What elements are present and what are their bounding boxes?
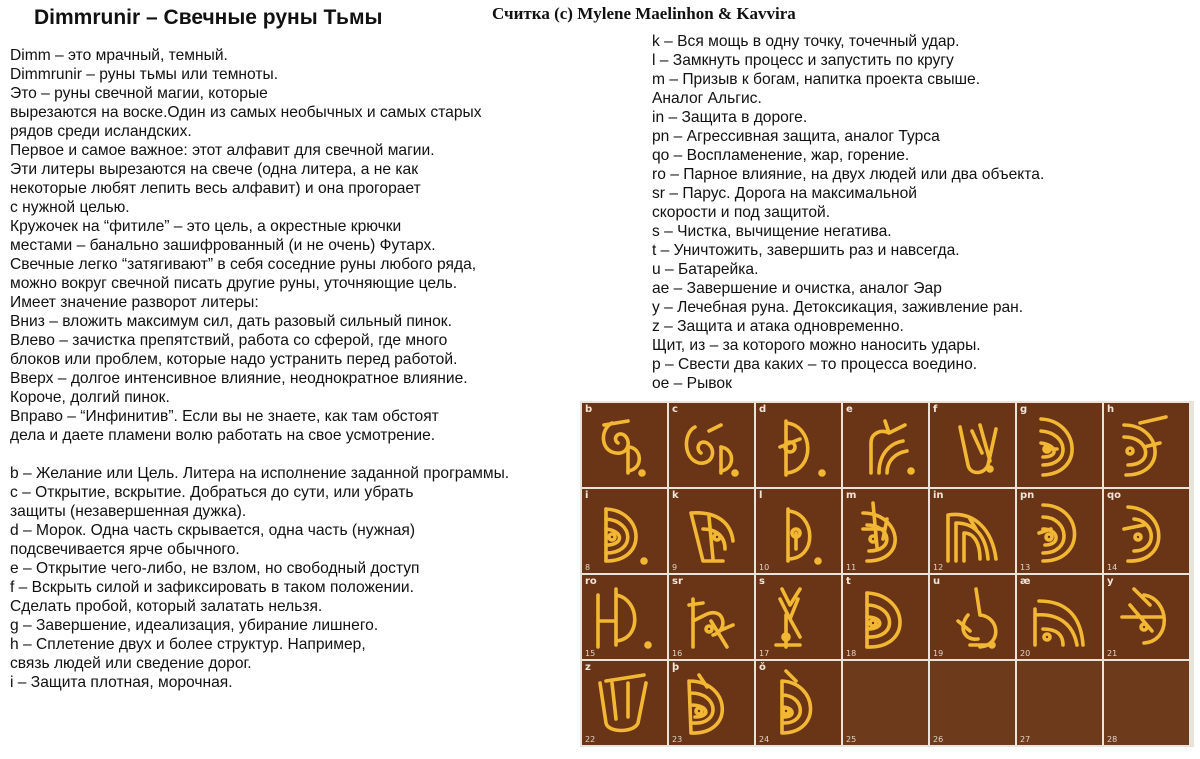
rune-number: 8 xyxy=(585,563,591,572)
rune-cell xyxy=(582,489,667,573)
text-line: Dimmrunir – руны тьмы или темноты. xyxy=(10,66,279,83)
rune-glyph-icon xyxy=(1017,575,1102,659)
rune-glyph-icon xyxy=(1104,575,1189,659)
text-line: Сделать пробой, который залатать нельзя. xyxy=(10,598,323,615)
rune-glyph-icon xyxy=(669,575,754,659)
rune-label: b xyxy=(585,404,593,415)
rune-number: 16 xyxy=(672,649,683,658)
rune-cell xyxy=(1104,661,1189,745)
text-line: можно вокруг свечной писать другие руны, уточняющие цель. xyxy=(10,275,458,292)
rune-number: 11 xyxy=(846,563,857,572)
rune-glyph-icon xyxy=(582,489,667,573)
rune-glyph-icon xyxy=(669,489,754,573)
rune-cell xyxy=(1104,489,1189,573)
text-line: скорости и под защитой. xyxy=(652,204,831,221)
rune-cell xyxy=(669,575,754,659)
rune-number: 14 xyxy=(1107,563,1118,572)
text-line: s – Чистка, вычищение негатива. xyxy=(652,223,892,240)
text-line: Аналог Альгис. xyxy=(652,90,762,107)
rune-cell xyxy=(930,489,1015,573)
text-line: Эти литеры вырезаются на свече (одна литера, а не как xyxy=(10,161,419,178)
rune-number: 15 xyxy=(585,649,596,658)
rune-cell xyxy=(1017,661,1102,745)
rune-glyph-icon xyxy=(930,403,1015,487)
rune-cell xyxy=(930,661,1015,745)
text-line: вырезаются на воске.Один из самых необычных и самых старых xyxy=(10,104,482,121)
rune-number: 9 xyxy=(672,563,678,572)
text-line: l – Замкнуть процесс и запустить по кругу xyxy=(652,52,954,69)
rune-number: 23 xyxy=(672,735,683,744)
text-line: с нужной целью. xyxy=(10,199,130,216)
rune-glyph-icon xyxy=(930,489,1015,573)
text-line: Вправо – “Инфинитив”. Если вы не знаете, как там обстоят xyxy=(10,408,439,425)
rune-cell xyxy=(1104,575,1189,659)
rune-label: c xyxy=(672,404,678,415)
text-line: подсвечивается ярче обычного. xyxy=(10,541,240,558)
text-line: sr – Парус. Дорога на максимальной xyxy=(652,185,918,202)
text-line: Короче, долгий пинок. xyxy=(10,389,170,406)
rune-glyph-icon xyxy=(1104,403,1189,487)
text-line: z – Защита и атака одновременно. xyxy=(652,318,904,335)
rune-glyph-icon xyxy=(582,661,667,745)
text-line: Свечные легко “затягивают” в себя соседние руны любого ряда, xyxy=(10,256,477,273)
rune-glyph-icon xyxy=(843,489,928,573)
rune-cell xyxy=(756,575,841,659)
rune-table-image xyxy=(580,401,1194,747)
rune-label: ǒ xyxy=(759,662,766,673)
rune-label: y xyxy=(1107,576,1114,587)
rune-number: 19 xyxy=(933,649,944,658)
rune-cell xyxy=(843,575,928,659)
text-line: Кружочек на “фитиле” – это цель, а окрестные крючки xyxy=(10,218,402,235)
rune-label: e xyxy=(846,404,853,415)
rune-number: 27 xyxy=(1020,735,1031,744)
rune-label: æ xyxy=(1020,576,1031,587)
rune-number: 26 xyxy=(933,735,944,744)
text-line xyxy=(10,445,509,464)
text-line: дела и даете пламени волю работать на свое усмотрение. xyxy=(10,427,436,444)
rune-glyph-icon xyxy=(669,661,754,745)
text-line: i – Защита плотная, морочная. xyxy=(10,674,233,691)
rune-label: f xyxy=(933,404,938,415)
rune-label: k xyxy=(672,490,679,501)
text-line: e – Открытие чего-либо, не взлом, но свободный доступ xyxy=(10,560,420,577)
rune-glyph-icon xyxy=(1104,489,1189,573)
rune-label: pn xyxy=(1020,490,1035,501)
rune-cell xyxy=(1017,489,1102,573)
text-line: u – Батарейка. xyxy=(652,261,759,278)
text-line: qo – Воспламенение, жар, горение. xyxy=(652,147,910,164)
text-line: Dimm – это мрачный, темный. xyxy=(10,47,228,64)
rune-glyph-icon xyxy=(669,403,754,487)
rune-glyph-icon xyxy=(582,403,667,487)
text-line: Вверх – долгое интенсивное влияние, неоднократное влияние. xyxy=(10,370,468,387)
text-line: Щит, из – за которого можно наносить удары. xyxy=(652,337,981,354)
rune-number: 10 xyxy=(759,563,770,572)
rune-number: 13 xyxy=(1020,563,1031,572)
rune-cell xyxy=(756,661,841,745)
rune-label: u xyxy=(933,576,941,587)
text-line: g – Завершение, идеализация, убирание лишнего. xyxy=(10,617,379,634)
text-line: d – Морок. Одна часть скрывается, одна часть (нужная) xyxy=(10,522,416,539)
rune-number: 22 xyxy=(585,735,596,744)
text-line: c – Открытие, вскрытие. Добраться до сути, или убрать xyxy=(10,484,414,501)
page-title: Dimmrunir – Свечные руны Тьмы xyxy=(34,6,383,29)
rune-cell xyxy=(582,403,667,487)
credit-line: Считка (с) Mylene Maelinhon & Kavvira xyxy=(492,4,796,23)
rune-glyph-icon xyxy=(756,489,841,573)
rune-number: 20 xyxy=(1020,649,1031,658)
rune-glyph-icon xyxy=(756,575,841,659)
text-line: ae – Завершение и очистка, аналог Эар xyxy=(652,280,942,297)
rune-cell xyxy=(756,403,841,487)
text-line: связь людей или сведение дорог. xyxy=(10,655,252,672)
text-line: in – Защита в дороге. xyxy=(652,109,808,126)
rune-glyph-icon xyxy=(756,403,841,487)
text-line: h – Сплетение двух и более структур. Например, xyxy=(10,636,366,653)
text-line: Имеет значение разворот литеры: xyxy=(10,294,259,311)
rune-cell xyxy=(669,489,754,573)
rune-label: s xyxy=(759,576,765,587)
rune-number: 24 xyxy=(759,735,770,744)
rune-label: m xyxy=(846,490,857,501)
rune-label: in xyxy=(933,490,944,501)
rune-number: 21 xyxy=(1107,649,1118,658)
rune-cell xyxy=(669,661,754,745)
text-line: рядов среди исландских. xyxy=(10,123,192,140)
right-text-column xyxy=(652,32,1044,393)
rune-glyph-icon xyxy=(1017,489,1102,573)
rune-label: h xyxy=(1107,404,1115,415)
rune-label: þ xyxy=(672,662,680,673)
text-line: местами – банально зашифрованный (и не очень) Футарх. xyxy=(10,237,436,254)
rune-number: 18 xyxy=(846,649,857,658)
rune-glyph-icon xyxy=(1017,403,1102,487)
rune-label: g xyxy=(1020,404,1028,415)
rune-glyph-icon xyxy=(930,575,1015,659)
rune-number: 17 xyxy=(759,649,770,658)
rune-label: t xyxy=(846,576,851,587)
text-line: Вниз – вложить максимум сил, дать разовый сильный пинок. xyxy=(10,313,452,330)
rune-cell xyxy=(1017,403,1102,487)
rune-label: sr xyxy=(672,576,683,587)
text-line: f – Вскрыть силой и зафиксировать в таком положении. xyxy=(10,579,414,596)
rune-cell xyxy=(1104,403,1189,487)
rune-label: i xyxy=(585,490,589,501)
rune-glyph-icon xyxy=(843,575,928,659)
rune-cell xyxy=(930,575,1015,659)
rune-label: ro xyxy=(585,576,597,587)
text-line: p – Свести два каких – то процесса воедино. xyxy=(652,356,978,373)
text-line: защиты (незавершенная дужка). xyxy=(10,503,247,520)
rune-label: qo xyxy=(1107,490,1122,501)
rune-glyph-icon xyxy=(756,661,841,745)
rune-label: l xyxy=(759,490,763,501)
text-line: Это – руны свечной магии, которые xyxy=(10,85,268,102)
rune-cell xyxy=(669,403,754,487)
text-line: k – Вся мощь в одну точку, точечный удар. xyxy=(652,33,960,50)
rune-cell xyxy=(843,661,928,745)
text-line: блоков или проблем, которые надо устранить перед работой. xyxy=(10,351,458,368)
rune-grid xyxy=(582,403,1194,745)
text-line: Влево – зачистка препятствий, работа со сферой, где много xyxy=(10,332,448,349)
left-text-column xyxy=(10,46,509,692)
text-line: некоторые любят лепить весь алфавит) и она прогорает xyxy=(10,180,421,197)
rune-number: 12 xyxy=(933,563,944,572)
rune-label: d xyxy=(759,404,767,415)
rune-label: z xyxy=(585,662,591,673)
text-line: t – Уничтожить, завершить раз и навсегда. xyxy=(652,242,960,259)
rune-number: 25 xyxy=(846,735,857,744)
rune-glyph-icon xyxy=(843,403,928,487)
rune-cell xyxy=(843,489,928,573)
rune-cell xyxy=(582,575,667,659)
text-line: Первое и самое важное: этот алфавит для свечной магии. xyxy=(10,142,435,159)
rune-cell xyxy=(930,403,1015,487)
text-line: pn – Агрессивная защита, аналог Турса xyxy=(652,128,940,145)
text-line: b – Желание или Цель. Литера на исполнение заданной программы. xyxy=(10,465,510,482)
text-line: m – Призыв к богам, напитка проекта свыше. xyxy=(652,71,981,88)
text-line: oe – Рывок xyxy=(652,375,732,392)
text-line: ro – Парное влияние, на двух людей или два объекта. xyxy=(652,166,1045,183)
rune-glyph-icon xyxy=(582,575,667,659)
rune-cell xyxy=(582,661,667,745)
text-line: y – Лечебная руна. Детоксикация, заживление ран. xyxy=(652,299,1024,316)
rune-number: 28 xyxy=(1107,735,1118,744)
rune-cell xyxy=(1017,575,1102,659)
rune-cell xyxy=(756,489,841,573)
rune-cell xyxy=(843,403,928,487)
